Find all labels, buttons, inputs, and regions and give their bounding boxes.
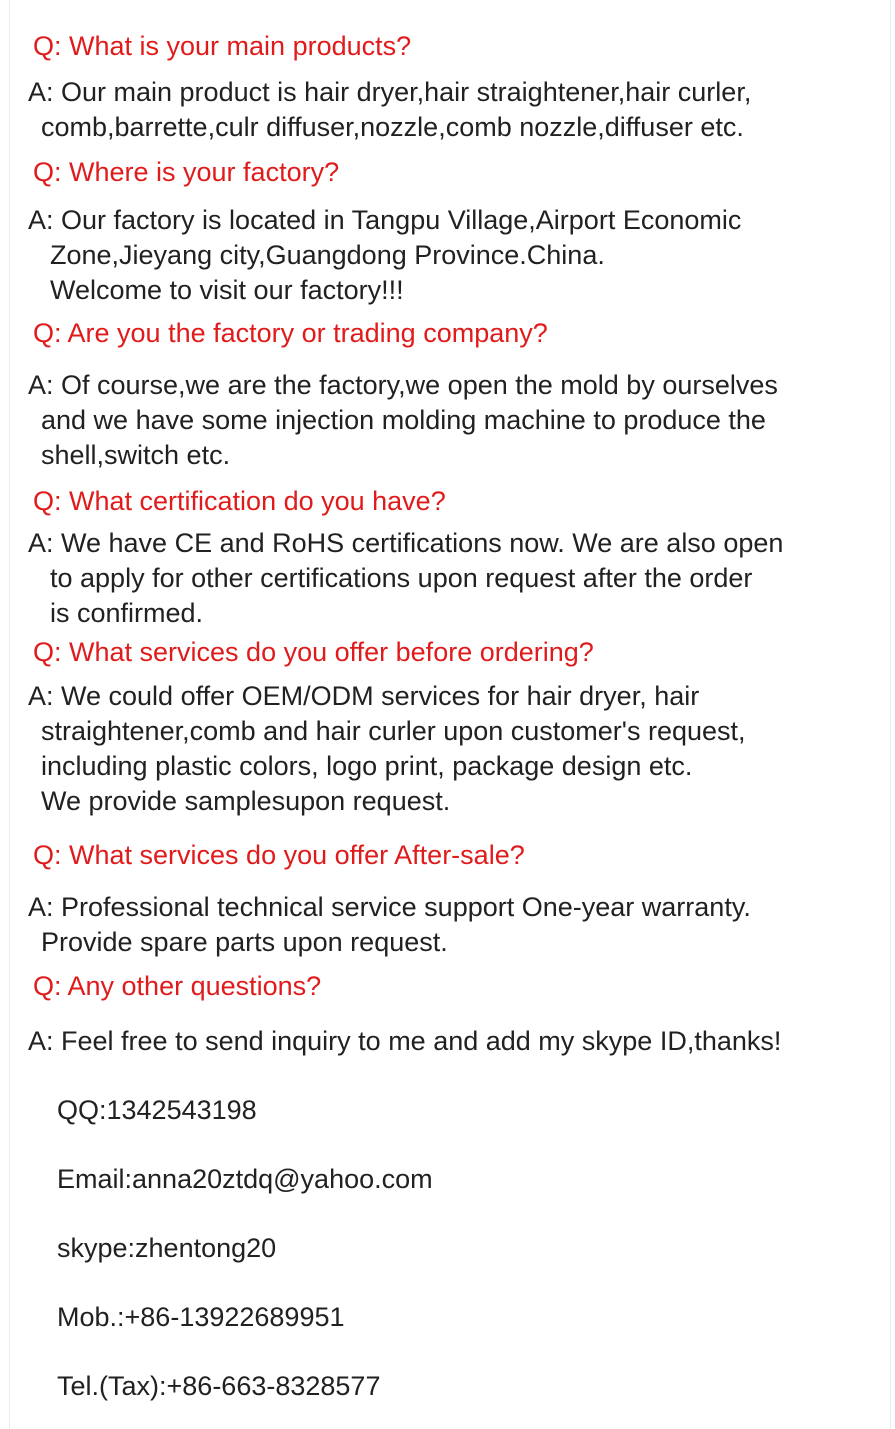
faq-answer-line: A: We have CE and RoHS certifications now. We are also open (28, 528, 784, 558)
faq-answer-factory-location (28, 203, 895, 308)
faq-question-factory-location: Q: Where is your factory? (33, 157, 340, 187)
faq-answer-line: and we have some injection molding machine to produce the (41, 405, 766, 435)
faq-answer-line: A: Our factory is located in Tangpu Village,Airport Economic (28, 205, 742, 235)
contact-mobile: Mob.:+86-13922689951 (57, 1302, 345, 1332)
faq-answer-certification (28, 526, 895, 631)
faq-answer-line: A: Our main product is hair dryer,hair straightener,hair curler, (28, 77, 752, 107)
left-border-line (9, 0, 10, 1429)
faq-answer-line: A: Of course,we are the factory,we open the mold by ourselves (28, 370, 778, 400)
faq-answer-line: shell,switch etc. (41, 440, 231, 470)
faq-question-services-before-ordering: Q: What services do you offer before ordering? (33, 637, 594, 667)
faq-answer-line: straightener,comb and hair curler upon customer's request, (41, 716, 746, 746)
faq-answer-services-after-sale (28, 890, 895, 960)
contact-skype: skype:zhentong20 (57, 1233, 277, 1263)
faq-answer-line: including plastic colors, logo print, package design etc. (41, 751, 693, 781)
contact-qq: QQ:1342543198 (57, 1095, 257, 1125)
faq-answer-line: We provide samplesupon request. (41, 786, 451, 816)
faq-question-services-after-sale: Q: What services do you offer After-sale? (33, 840, 525, 870)
faq-answer-line: Welcome to visit our factory!!! (50, 275, 404, 305)
faq-answer-line: A: Professional technical service support One-year warranty. (28, 892, 751, 922)
faq-answer-line: Provide spare parts upon request. (41, 927, 448, 957)
faq-answer-line: is confirmed. (50, 598, 204, 628)
faq-question-other-questions: Q: Any other questions? (33, 971, 322, 1001)
faq-answer-line: A: We could offer OEM/ODM services for hair dryer, hair (28, 681, 700, 711)
contact-tel: Tel.(Tax):+86-663-8328577 (57, 1371, 381, 1401)
faq-answer-line: Zone,Jieyang city,Guangdong Province.China. (50, 240, 605, 270)
faq-answer-services-before-ordering (28, 679, 895, 819)
right-border-line (890, 0, 891, 1429)
faq-answer-factory-or-trading (28, 368, 895, 473)
faq-question-factory-or-trading: Q: Are you the factory or trading company? (33, 318, 548, 348)
contact-email: Email:anna20ztdq@yahoo.com (57, 1164, 433, 1194)
faq-answer-line: A: Feel free to send inquiry to me and add my skype ID,thanks! (28, 1026, 782, 1056)
faq-answer-line: comb,barrette,culr diffuser,nozzle,comb nozzle,diffuser etc. (41, 112, 744, 142)
faq-answer-main-products (28, 75, 895, 145)
faq-answer-line: to apply for other certifications upon request after the order (50, 563, 753, 593)
faq-question-certification: Q: What certification do you have? (33, 486, 446, 516)
faq-question-main-products: Q: What is your main products? (33, 31, 412, 61)
faq-answer-other-questions (28, 1024, 895, 1059)
